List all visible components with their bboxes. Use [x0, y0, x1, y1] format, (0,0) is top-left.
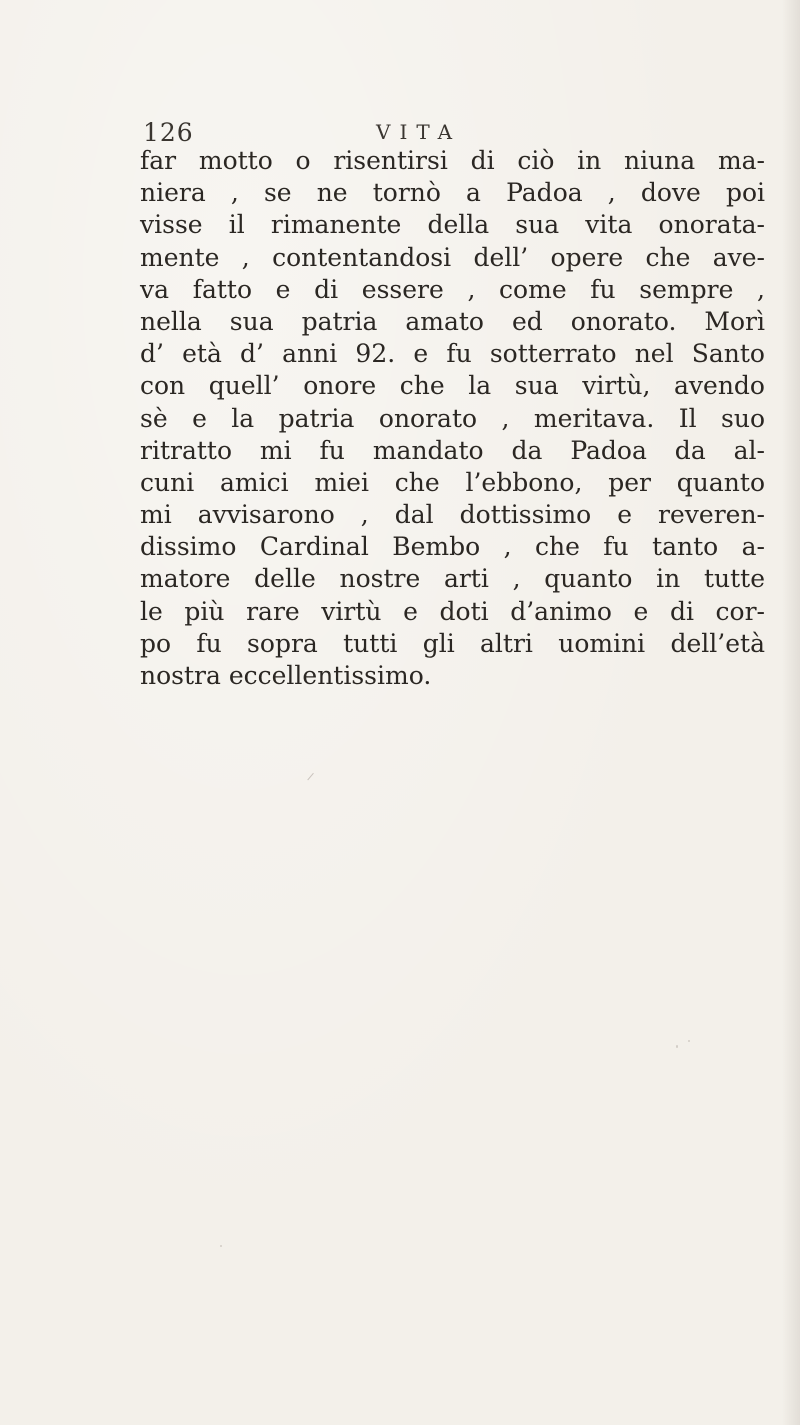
- text-line: mi avvisarono , dal dottissimo e reveren-: [140, 500, 765, 530]
- running-title: VITA: [376, 120, 462, 144]
- paper-speck: [220, 1245, 222, 1247]
- text-line: nella sua patria amato ed onorato. Morì: [140, 306, 765, 336]
- text-line: va fatto e di essere , come fu sempre ,: [140, 274, 765, 304]
- text-line: con quell’ onore che la sua virtù, avendo: [140, 371, 765, 401]
- page-edge-shadow: [782, 0, 800, 1425]
- page-number: 126: [143, 118, 194, 147]
- text-line: mente , contentandosi dell’ opere che ave-: [140, 242, 765, 272]
- paper-speck: [688, 1040, 690, 1042]
- text-line: niera , se ne tornò a Padoa , dove poi: [140, 178, 765, 208]
- text-line: po fu sopra tutti gli altri uomini dell’età: [140, 628, 765, 658]
- text-line: dissimo Cardinal Bembo , che fu tanto a-: [140, 532, 765, 562]
- text-line-last: nostra eccellentissimo.: [140, 661, 432, 690]
- text-line: matore delle nostre arti , quanto in tutte: [140, 564, 765, 594]
- body-text: [140, 145, 770, 692]
- text-line: visse il rimanente della sua vita onorata-: [140, 210, 765, 240]
- text-line: ritratto mi fu mandato da Padoa da al-: [140, 435, 765, 465]
- text-line: sè e la patria onorato , meritava. Il suo: [140, 403, 765, 433]
- text-line: le più rare virtù e doti d’animo e di cor-: [140, 596, 765, 626]
- text-line: far motto o risentirsi di ciò in niuna ma-: [140, 146, 765, 175]
- paper-speck: [676, 1045, 678, 1048]
- paper-mark: [307, 773, 320, 786]
- text-line: d’ età d’ anni 92. e fu sotterrato nel Santo: [140, 339, 765, 369]
- text-line: cuni amici miei che l’ebbono, per quanto: [140, 467, 765, 497]
